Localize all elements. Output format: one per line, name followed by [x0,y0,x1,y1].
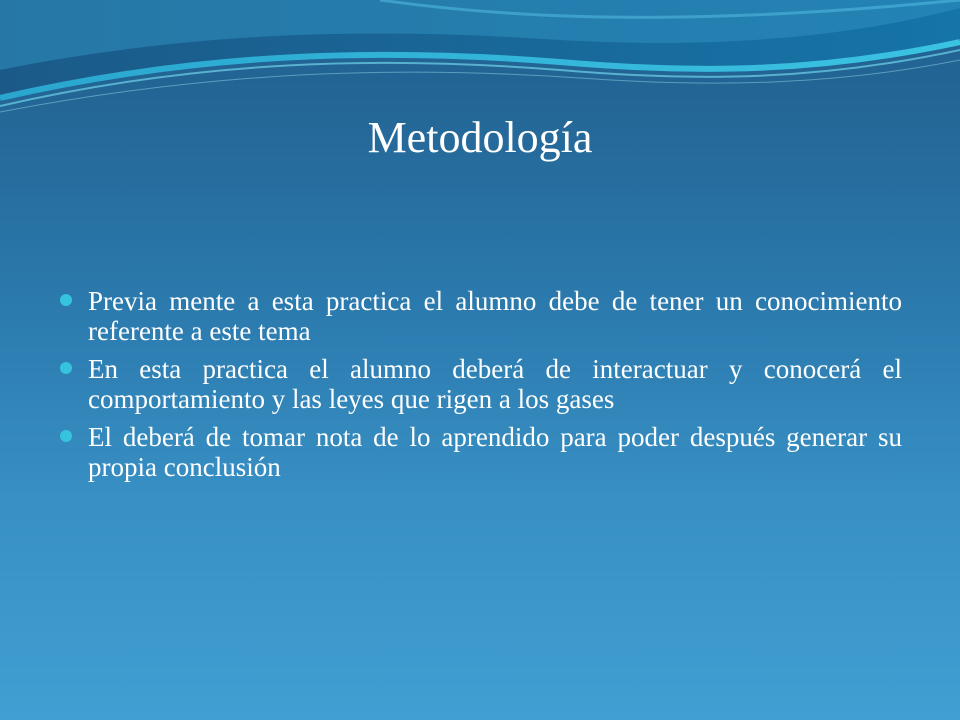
bullet-text: Previa mente a esta practica el alumno debe de tener un conocimiento referente a este tema [88,286,902,346]
circle-bullet-icon [60,430,72,442]
bullet-text: En esta practica el alumno deberá de interactuar y conocerá el comportamiento y las leyes que rigen a los gases [88,354,902,414]
list-item [60,354,902,414]
circle-bullet-icon [60,362,72,374]
bullet-text: El deberá de tomar nota de lo aprendido para poder después generar su propia conclusión [88,422,902,482]
list-item [60,422,902,482]
list-item [60,286,902,346]
circle-bullet-icon [60,294,72,306]
slide-title: Metodología [367,113,593,162]
bullet-list [60,286,902,490]
